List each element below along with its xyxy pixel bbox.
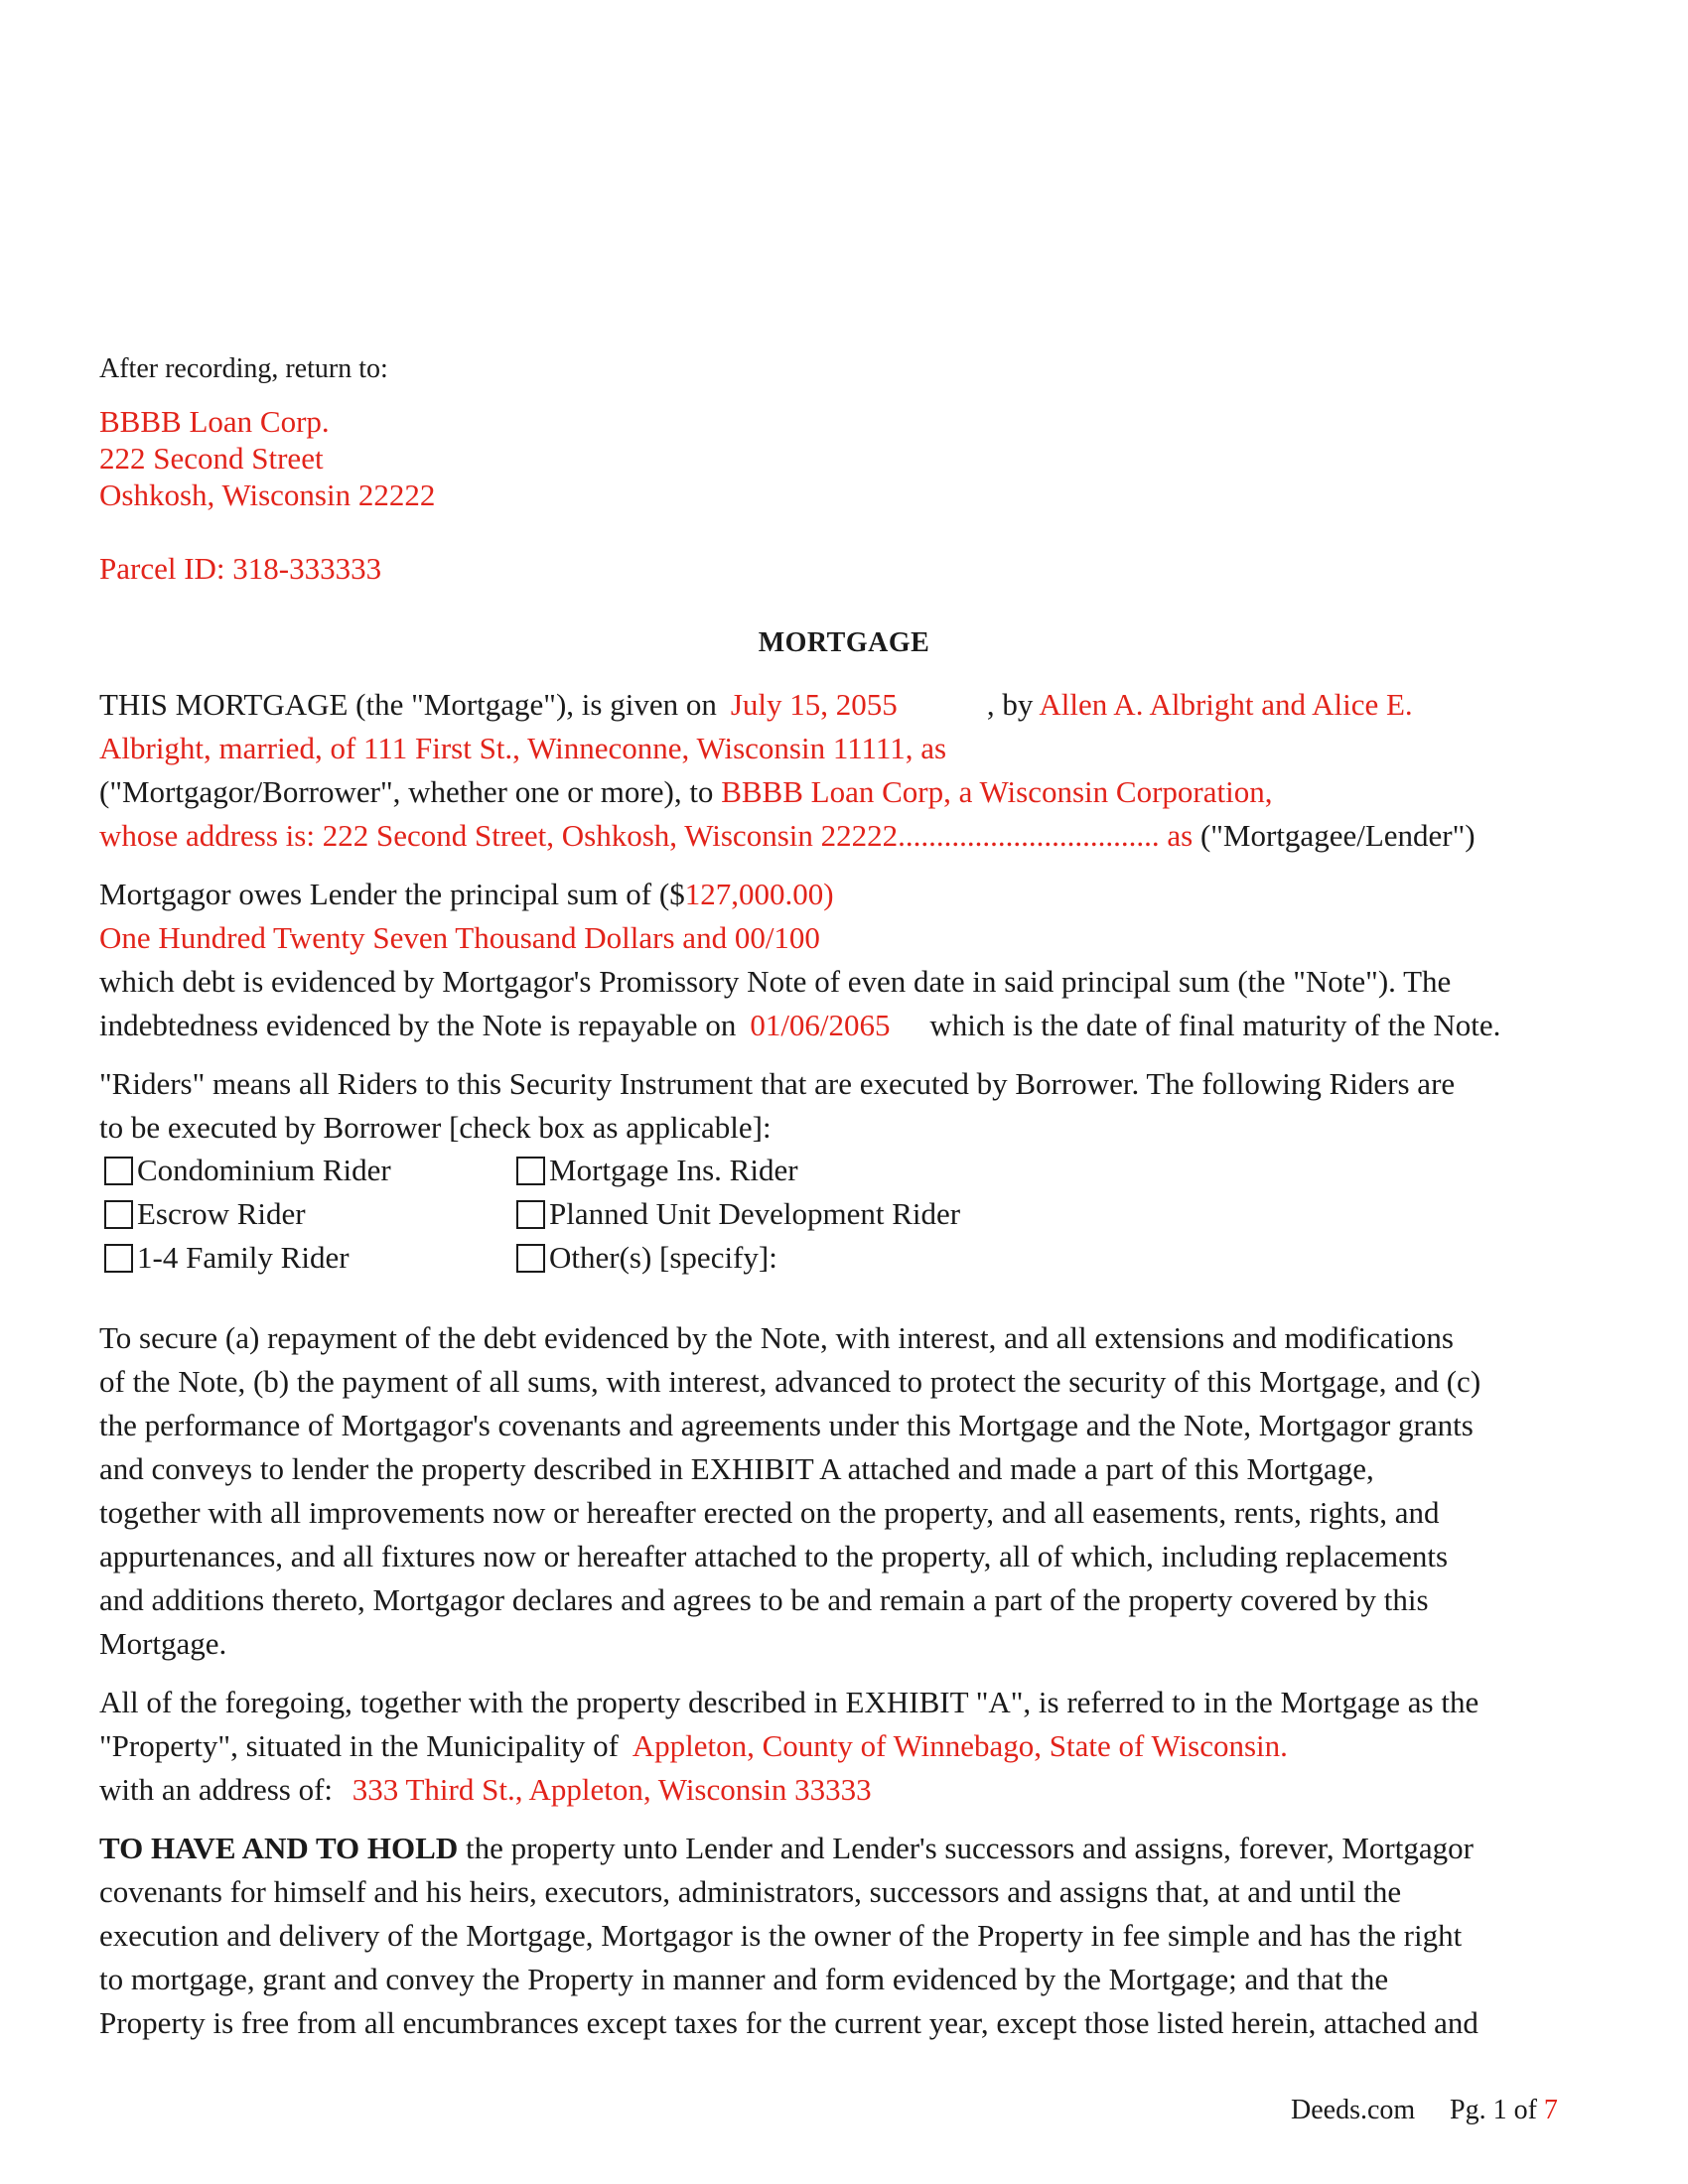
- return-address: [99, 403, 1589, 513]
- return-street: 222 Second Street: [99, 441, 324, 476]
- rider-label: 1-4 Family Rider: [137, 1240, 350, 1275]
- intro-line-4: [99, 814, 1476, 858]
- document-title: MORTGAGE: [758, 627, 930, 658]
- riders-line-2: to be executed by Borrower [check box as applicable]:: [99, 1110, 772, 1145]
- secure-line: the performance of Mortgagor's covenants and agreements under this Mortgage and the Note, Mortgagor grants: [99, 1408, 1474, 1442]
- principal-line: [99, 873, 834, 916]
- lender-name: BBBB Loan Corp, a Wisconsin Corporation,: [721, 774, 1273, 809]
- secure-line: and additions thereto, Mortgagor declares and agrees to be and remain a part of the property covered by this: [99, 1582, 1429, 1617]
- habendum-heading: TO HAVE AND TO HOLD: [99, 1831, 459, 1865]
- habendum-line: Property is free from all encumbrances except taxes for the current year, except those listed herein, attached and: [99, 2005, 1478, 2040]
- habendum-line: execution and delivery of the Mortgage, Mortgagor is the owner of the Property in fee simple and has the right: [99, 1918, 1463, 1953]
- page-total: 7: [1543, 2095, 1558, 2125]
- secure-line: appurtenances, and all fixtures now or hereafter attached to the property, all of which, including replacements: [99, 1539, 1449, 1573]
- address-lead: with an address of:: [99, 1772, 334, 1807]
- return-city: Oshkosh, Wisconsin 22222: [99, 478, 436, 512]
- rider-family[interactable]: [104, 1236, 350, 1280]
- checkbox-escrow[interactable]: [104, 1200, 133, 1229]
- property-line-3: [99, 1768, 872, 1812]
- checkbox-condominium[interactable]: [104, 1157, 133, 1185]
- property-line-1: All of the foregoing, together with the property described in EXHIBIT "A", is referred to in the Mortgage as the: [99, 1685, 1479, 1719]
- rider-label: Escrow Rider: [137, 1196, 306, 1231]
- footer-page: [1450, 2095, 1558, 2126]
- municipality: Appleton, County of Winnebago, State of Wisconsin.: [632, 1728, 1288, 1763]
- habendum-text: the property unto Lender and Lender's successors and assigns, forever, Mortgagor: [465, 1831, 1474, 1865]
- lender-role: ("Mortgagee/Lender"): [1199, 818, 1476, 853]
- borrower-role: ("Mortgagor/Borrower", whether one or more), to: [99, 774, 714, 809]
- principal-amount: 127,000.00): [684, 877, 834, 911]
- checkbox-mortgage-ins[interactable]: [516, 1157, 545, 1185]
- rider-escrow[interactable]: [104, 1192, 306, 1236]
- rider-mortgage-ins[interactable]: [516, 1149, 798, 1192]
- rider-label: Condominium Rider: [137, 1153, 391, 1187]
- riders-line-1: "Riders" means all Riders to this Security Instrument that are executed by Borrower. The following Riders are: [99, 1066, 1456, 1101]
- principal-lead: Mortgagor owes Lender the principal sum of ($: [99, 877, 685, 911]
- secure-line: together with all improvements now or hereafter erected on the property, and all easements, rents, rights, and: [99, 1495, 1440, 1530]
- rider-label: Other(s) [specify]:: [549, 1240, 777, 1275]
- checkbox-other[interactable]: [516, 1244, 545, 1273]
- page-label: Pg. 1 of: [1450, 2095, 1537, 2125]
- repay-line: [99, 1004, 1500, 1047]
- principal-words: One Hundred Twenty Seven Thousand Dollars and 00/100: [99, 920, 820, 955]
- parcel-id: [99, 547, 381, 591]
- parcel-label: Parcel ID:: [99, 551, 225, 586]
- checkbox-family[interactable]: [104, 1244, 133, 1273]
- rider-condominium[interactable]: [104, 1149, 391, 1192]
- secure-line: and conveys to lender the property described in EXHIBIT A attached and made a part of this Mortgage,: [99, 1451, 1374, 1486]
- property-line-2: [99, 1724, 1288, 1768]
- borrower-names: Allen A. Albright and Alice E.: [1039, 687, 1413, 722]
- intro-lead: THIS MORTGAGE (the "Mortgage"), is given on: [99, 687, 717, 722]
- rider-label: Mortgage Ins. Rider: [549, 1153, 798, 1187]
- maturity-date: 01/06/2065: [750, 1008, 891, 1042]
- rider-pud[interactable]: [516, 1192, 960, 1236]
- intro-line-3: [99, 770, 1272, 814]
- situated-lead: "Property", situated in the Municipality of: [99, 1728, 619, 1763]
- note-text: which debt is evidenced by Mortgagor's Promissory Note of even date in said principal sum (the "Note"). The: [99, 964, 1452, 999]
- lender-address: whose address is: 222 Second Street, Oshkosh, Wisconsin 22222.................................. as: [99, 818, 1194, 853]
- return-label: After recording, return to:: [99, 353, 388, 384]
- habendum-line: to mortgage, grant and convey the Property in manner and form evidenced by the Mortgage; and that the: [99, 1962, 1389, 1996]
- rider-label: Planned Unit Development Rider: [549, 1196, 961, 1231]
- habendum-line-1: [99, 1827, 1474, 1870]
- intro-line-1: [99, 683, 1413, 727]
- repay-tail: which is the date of final maturity of the Note.: [929, 1008, 1501, 1042]
- mortgage-date: July 15, 2055: [730, 687, 898, 722]
- secure-line: Mortgage.: [99, 1626, 227, 1661]
- rider-other[interactable]: [516, 1236, 777, 1280]
- secure-line: To secure (a) repayment of the debt evidenced by the Note, with interest, and all extensions and modifications: [99, 1320, 1454, 1355]
- checkbox-pud[interactable]: [516, 1200, 545, 1229]
- property-address: 333 Third St., Appleton, Wisconsin 33333: [352, 1772, 872, 1807]
- habendum-line: covenants for himself and his heirs, executors, administrators, successors and assigns that, at and until the: [99, 1874, 1402, 1909]
- footer-site: Deeds.com: [1291, 2095, 1416, 2125]
- borrower-details: Albright, married, of 111 First St., Winneconne, Wisconsin 11111, as: [99, 731, 947, 765]
- return-name: BBBB Loan Corp.: [99, 404, 330, 439]
- parcel-value: 318-333333: [232, 551, 382, 586]
- repay-lead: indebtedness evidenced by the Note is repayable on: [99, 1008, 737, 1042]
- intro-by: , by: [986, 687, 1034, 722]
- secure-line: of the Note, (b) the payment of all sums, with interest, advanced to protect the security of this Mortgage, and (c): [99, 1364, 1481, 1399]
